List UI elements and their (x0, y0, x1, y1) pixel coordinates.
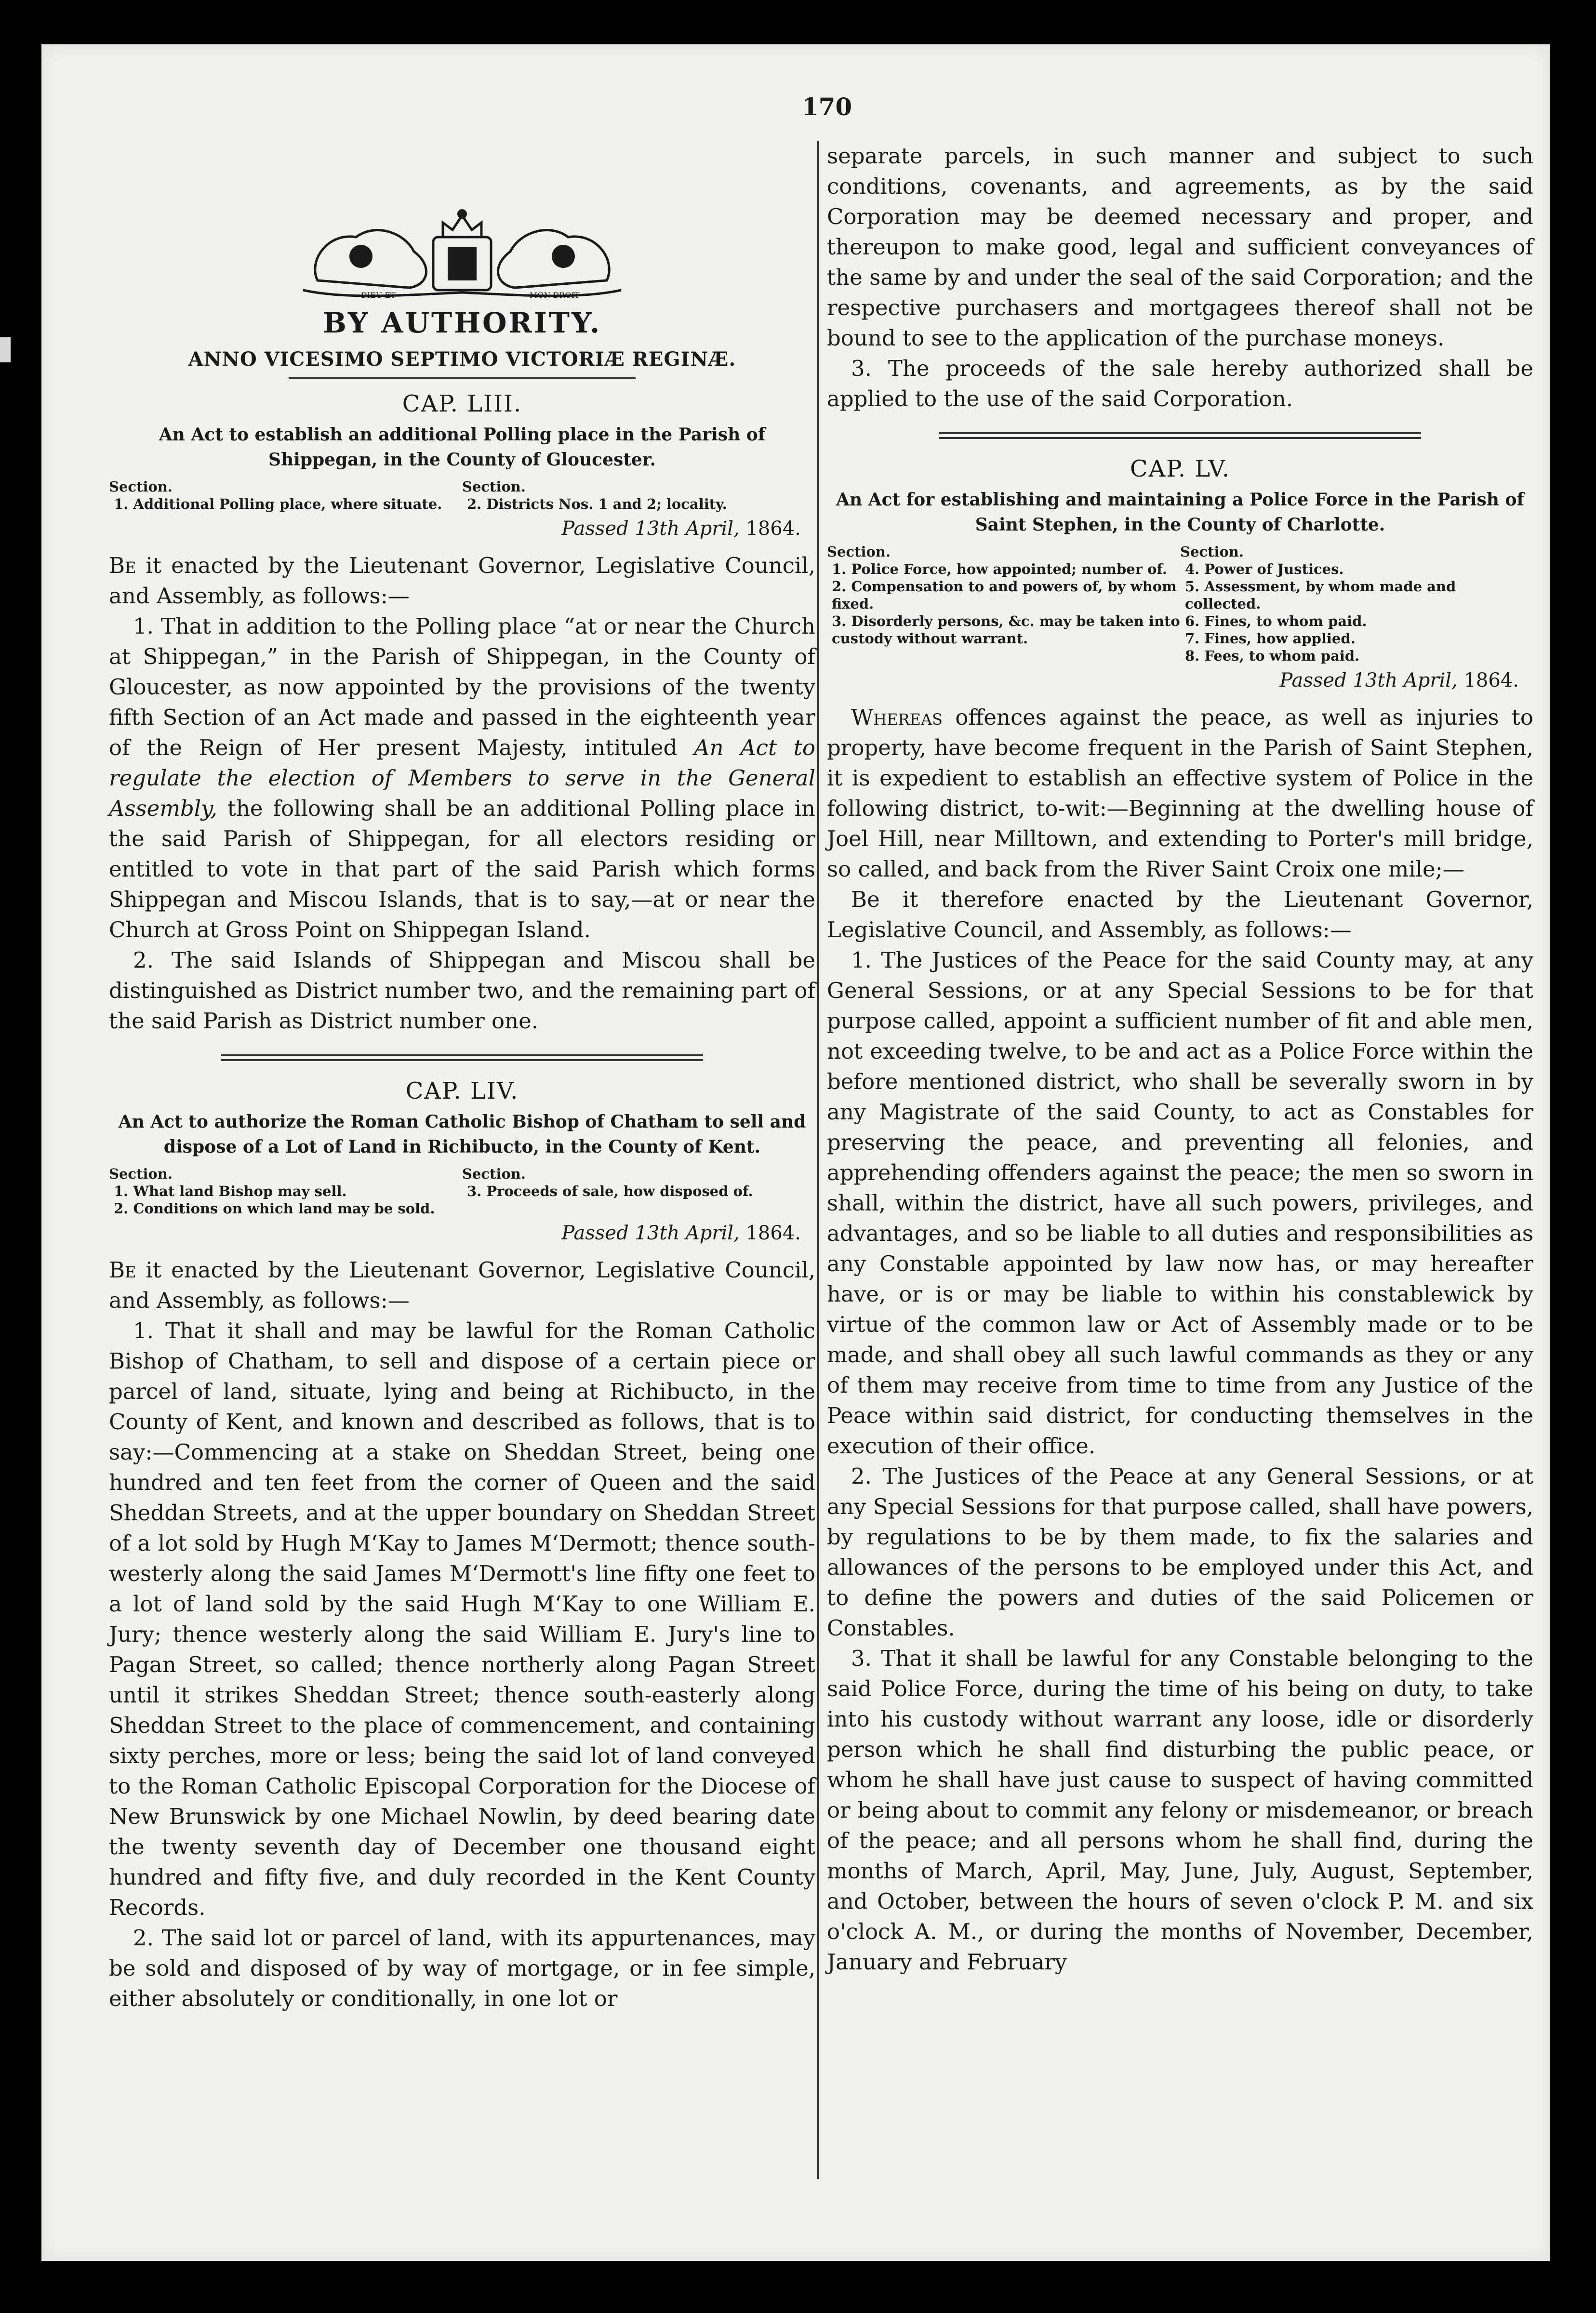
cap53-enacting-clause (109, 550, 815, 611)
text-run: , or during the months of November, December, January and February (827, 1919, 1533, 1975)
section-entry: 8. Fees, to whom paid. (1185, 648, 1360, 664)
cap55-sections-right (1180, 543, 1533, 665)
crest-motto-left: DIEU ET (361, 291, 396, 300)
cap55-enacting-clause: Be it therefore enacted by the Lieutenant Governor, Legislative Council, and Assembly, as follows:— (827, 887, 1533, 943)
cap55-sections-left (827, 543, 1180, 665)
cap54-sections-left (109, 1165, 462, 1217)
section-label: Section. (827, 544, 891, 560)
heading-rule (289, 377, 636, 379)
regnal-year-heading: ANNO VICESIMO SEPTIMO VICTORIÆ REGINÆ. (188, 348, 736, 371)
whereas-first-word: Whereas (851, 705, 943, 730)
cap54-heading: CAP. LIV. (405, 1077, 519, 1104)
section-label: Section. (109, 479, 173, 495)
crest-motto-right: MON DROIT (530, 291, 580, 300)
page-number: 170 (801, 93, 852, 121)
document-page (41, 44, 1550, 2261)
section-label: Section. (1180, 544, 1244, 560)
passed-year: 1864. (745, 518, 801, 540)
cap55-sections (827, 543, 1533, 665)
cap53-passed-date (109, 518, 801, 540)
cap55-section-2: 2. The Justices of the Peace at any General Sessions, or at any Special Sessions for that purpose called, shall have powers, by regulations to be by them made, to fix the salaries and allowances of the persons to be employed under this Act, and to define the powers and duties of the said Policemen or Constables. (827, 1463, 1533, 1641)
section-entry: 1. Police Force, how appointed; number of. (832, 561, 1167, 577)
passed-year: 1864. (1463, 669, 1519, 691)
cap54-passed-date (109, 1222, 801, 1244)
section-entry: 7. Fines, how applied. (1185, 630, 1356, 647)
cap54-title: An Act to authorize the Roman Catholic Bishop of Chatham to sell and dispose of a Lot of Land in Richibucto, in the County of Kent. (118, 1112, 806, 1157)
separator-rule (221, 1054, 703, 1061)
cap55-heading: CAP. LV. (1130, 455, 1231, 482)
separator-rule (939, 432, 1421, 439)
cap53-section-1 (109, 611, 815, 945)
scan-edge-mark (0, 337, 11, 362)
cap53-heading: CAP. LIII. (402, 390, 522, 417)
cap54-section-1: 1. That it shall and may be lawful for the Roman Catholic Bishop of Chatham, to sell and dispose of a certain piece or parcel of land, situate, lying and being at Richibucto, in the County of Kent, and known and described as follows, that is to say:—Commencing at a stake on Sheddan Street, being one hundred and ten feet from the corner of Queen and the said Sheddan Streets, and at the upper boundary on Sheddan Street of a lot sold by Hugh M‘Kay to James M‘Dermott; thence south-westerly along the said James M‘Dermott's line fifty one feet to a lot of land sold by the said Hugh M‘Kay to one William E. Jury; thence westerly along the said William E. Jury's line to Pagan Street, so called; thence northerly along Pagan Street until it strikes Sheddan Street; thence south-easterly along Sheddan Street to the place of commencement, and containing sixty perches, more or less; being the said lot of land conveyed to the Roman Catholic Episcopal Corporation for the Diocese of New Brunswick by one Michael Nowlin, by deed bearing date the twenty seventh day of December one thousand eight hundred and fifty five, and duly recorded in the Kent County Records. (109, 1318, 815, 1920)
passed-label: Passed 13th April, (561, 1222, 740, 1244)
column-rule (817, 141, 819, 2179)
cap54-sections-right (462, 1165, 815, 1217)
section-entry: 5. Assessment, by whom made and collected. (1185, 578, 1456, 612)
cap53-title: An Act to establish an additional Polling place in the Parish of Shippegan, in the County of Gloucester. (159, 425, 766, 470)
text-run: and six o'clock (827, 1888, 1533, 1944)
section-label: Section. (109, 1166, 173, 1182)
cap53-sections (109, 478, 815, 513)
act-citation: An Act to regulate the election of Members to serve in the General Assembly, (109, 735, 815, 821)
time-am: A. M. (914, 1919, 978, 1944)
section-entry: 4. Power of Justices. (1185, 561, 1344, 577)
text-run: 3. That it shall be lawful for any Constable belonging to the said Police Force, during the time of his being on duty, to take into his custody without warrant any loose, idle or disorderly person which he shall find disturbing the public peace, or whom he shall have just cause to suspect of having committed or being about to commit any felony or misdemeanor, or breach of the peace; and all persons whom he shall find, during the months of March, April, May, June, July, August, September, and October, between the hours of seven o'clock (827, 1646, 1533, 1914)
right-column (827, 141, 1533, 1977)
passed-label: Passed 13th April, (1279, 669, 1458, 691)
section-label: Section. (462, 1166, 526, 1182)
section-label: Section. (462, 479, 526, 495)
time-pm: P. M. (1388, 1888, 1444, 1914)
cap55-section-3 (827, 1643, 1533, 1977)
enact-rest: it enacted by the Lieutenant Governor, Legislative Council, and Assembly, as follows:— (109, 1257, 815, 1313)
section-entry: 6. Fines, to whom paid. (1185, 613, 1367, 629)
section-entry: 2. Conditions on which land may be sold. (114, 1200, 435, 1217)
section-entry: 1. What land Bishop may sell. (114, 1183, 347, 1199)
enact-first-word: Be (109, 1257, 136, 1283)
cap54-section-3: 3. The proceeds of the sale hereby authorized shall be applied to the use of the said Corporation. (827, 356, 1533, 412)
passed-label: Passed 13th April, (561, 518, 740, 540)
cap54-section-2-continued: separate parcels, in such manner and subject to such conditions, covenants, and agreements, as by the said Corporation may be deemed necessary and proper, and thereupon to make good, legal and sufficient conveyances of the same by and under the seal of the said Corporation; and the respective purchasers and mortgagees thereof shall not be bound to see to the application of the purchase moneys. (827, 143, 1533, 351)
enact-rest: it enacted by the Lieutenant Governor, Legislative Council, and Assembly, as follows:— (109, 553, 815, 609)
section-entry: 2. Districts Nos. 1 and 2; locality. (467, 496, 727, 512)
cap55-preamble (827, 702, 1533, 884)
section-entry: 3. Disorderly persons, &c. may be taken into custody without warrant. (832, 613, 1180, 647)
text-run: 1. That in addition to the Polling place “at or near the Church at Shippegan,” in the Parish of Shippegan, in the County of Gloucester, as now appointed by the provisions of the twenty fifth Section of an Act made and passed in the eighteenth year of the Reign of Her present Majesty, intituled (109, 613, 815, 760)
section-entry: 3. Proceeds of sale, how disposed of. (467, 1183, 753, 1199)
cap54-enacting-clause (109, 1255, 815, 1316)
left-column (109, 203, 815, 2014)
text-run: the following shall be an additional Polling place in the said Parish of Shippegan, for all electors residing or entitled to vote in that part of the said Parish which forms Shippegan and Miscou Islands, that is to say,—at or near the Church at Gross Point on Shippegan Island. (109, 796, 815, 943)
cap55-passed-date (827, 669, 1519, 691)
royal-crest-icon (289, 203, 636, 300)
cap53-section-2: 2. The said Islands of Shippegan and Miscou shall be distinguished as District number two, and the remaining part of the said Parish as District number one. (109, 947, 815, 1034)
passed-year: 1864. (745, 1222, 801, 1244)
cap53-sections-right (462, 478, 815, 513)
whereas-rest: offences against the peace, as well as injuries to property, have become frequent in the Parish of Saint Stephen, it is expedient to establish an effective system of Police in the following district, to-wit:—Beginning at the dwelling house of Joel Hill, near Milltown, and extending to Porter's mill bridge, so called, and back from the River Saint Croix one mile;— (827, 705, 1533, 882)
section-entry: 1. Additional Polling place, where situate. (114, 496, 442, 512)
cap54-sections (109, 1165, 815, 1217)
cap54-section-2-start: 2. The said lot or parcel of land, with its appurtenances, may be sold and disposed of by way of mortgage, or in fee simple, either absolutely or conditionally, in one lot or (109, 1925, 815, 2011)
enact-first-word: Be (109, 553, 136, 578)
cap53-sections-left (109, 478, 462, 513)
cap55-section-1: 1. The Justices of the Peace for the said County may, at any General Sessions, or at any Special Sessions to be for that purpose called, appoint a sufficient number of fit and able men, not exceeding twelve, to be and act as a Police Force within the before mentioned district, who shall be severally sworn in by any Magistrate of the said County, to act as Constables for preserving the peace, and preventing all felonies, and apprehending offenders against the peace; the men so sworn in shall, within the district, have all such powers, privileges, and advantages, and so be liable to all duties and responsibilities as any Constable appointed by law now has, or may hereafter have, or is or may be liable to within his constablewick by virtue of the common law or Act of Assembly made or to be made, and shall obey all such lawful commands as they or any of them may receive from time to time from any Justice of the Peace within said district, for conducting themselves in the execution of their office. (827, 947, 1533, 1459)
cap55-title: An Act for establishing and maintaining a Police Force in the Parish of Saint Stephen, in the County of Charlotte. (836, 490, 1524, 535)
by-authority-heading: BY AUTHORITY. (322, 306, 602, 339)
section-entry: 2. Compensation to and powers of, by whom fixed. (832, 578, 1177, 612)
